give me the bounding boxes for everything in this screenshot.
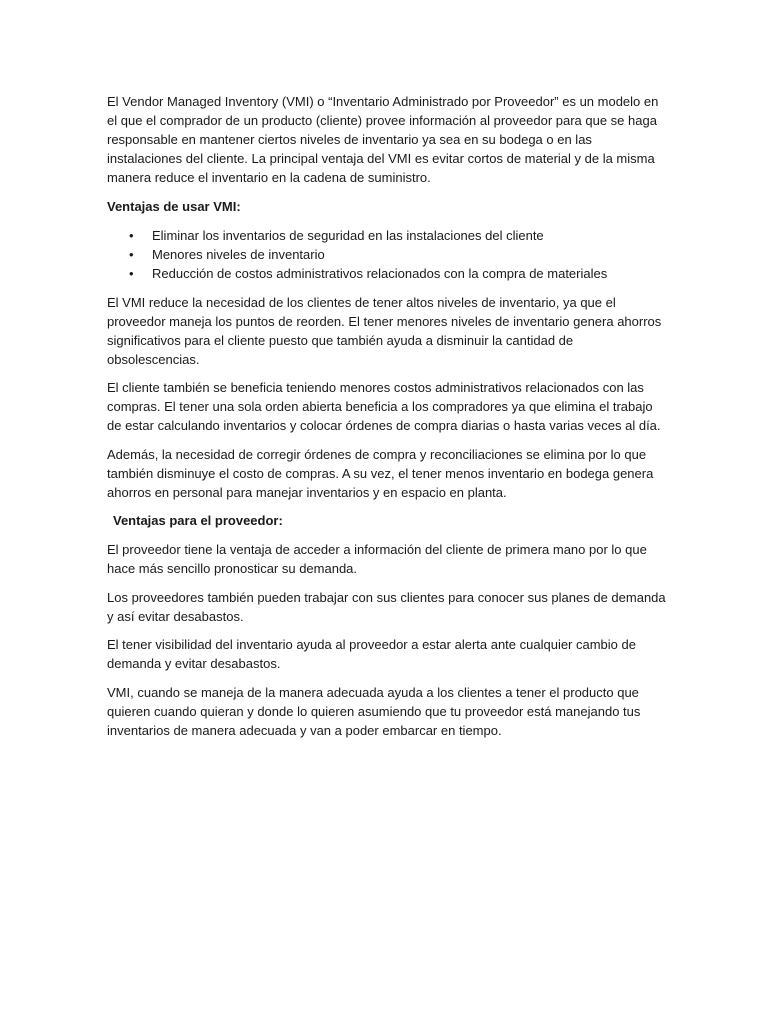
- body-paragraph: El tener visibilidad del inventario ayuda al proveedor a estar alerta ante cualquier cambio de demanda y evitar desabastos.: [107, 637, 636, 671]
- list-item-text: Eliminar los inventarios de seguridad en las instalaciones del cliente: [152, 227, 544, 243]
- bullet-icon: •: [129, 227, 134, 243]
- list-item: [107, 245, 667, 264]
- document-page: [107, 92, 667, 749]
- list-item-text: Menores niveles de inventario: [152, 246, 325, 262]
- body-paragraph: El VMI reduce la necesidad de los clientes de tener altos niveles de inventario, ya que el proveedor maneja los puntos de reorden. El tener menores niveles de inventario genera ahorros significativos para el cliente puesto que también ayuda a disminuir la cantidad de obsolescencias.: [107, 294, 662, 367]
- bullet-icon: •: [129, 265, 134, 281]
- intro-paragraph: El Vendor Managed Inventory (VMI) o “Inventario Administrado por Proveedor” es un modelo en el que el comprador de un producto (cliente) provee información al proveedor para que se haga responsable en mantener ciertos niveles de inventario ya sea en su bodega o en las instalaciones del cliente. La principal ventaja del VMI es evitar cortos de material y de la misma manera reduce el inventario en la cadena de suministro.: [107, 94, 659, 185]
- supplier-advantages-heading: Ventajas para el proveedor:: [113, 513, 283, 528]
- list-item-text: Reducción de costos administrativos relacionados con la compra de materiales: [152, 265, 608, 281]
- body-paragraph: El proveedor tiene la ventaja de acceder a información del cliente de primera mano por lo que hace más sencillo pronosticar su demanda.: [107, 542, 647, 576]
- body-paragraph: VMI, cuando se maneja de la manera adecuada ayuda a los clientes a tener el producto que quieren cuando quieran y donde lo quieren asumiendo que tu proveedor está manejando tus inventarios de manera adecuada y van a poder embarcar en tiempo.: [107, 684, 641, 738]
- body-paragraph: El cliente también se beneficia teniendo menores costos administrativos relacionados con las compras. El tener una sola orden abierta beneficia a los compradores ya que elimina el trabajo de estar calculando inventarios y colocar órdenes de compra diarias o hasta varias veces al día.: [107, 380, 661, 433]
- body-paragraph: Además, la necesidad de corregir órdenes de compra y reconciliaciones se elimina por lo que también disminuye el costo de compras. A su vez, el tener menos inventario en bodega genera ahorros en personal para manejar inventarios y en espacio en planta.: [107, 446, 654, 500]
- body-paragraph: Los proveedores también pueden trabajar con sus clientes para conocer sus planes de demanda y así evitar desabastos.: [107, 589, 666, 624]
- bullet-icon: •: [129, 246, 134, 262]
- client-advantages-list: [107, 226, 667, 283]
- client-advantages-heading: Ventajas de usar VMI:: [107, 198, 241, 214]
- list-item: [107, 264, 667, 283]
- list-item: [107, 226, 667, 245]
